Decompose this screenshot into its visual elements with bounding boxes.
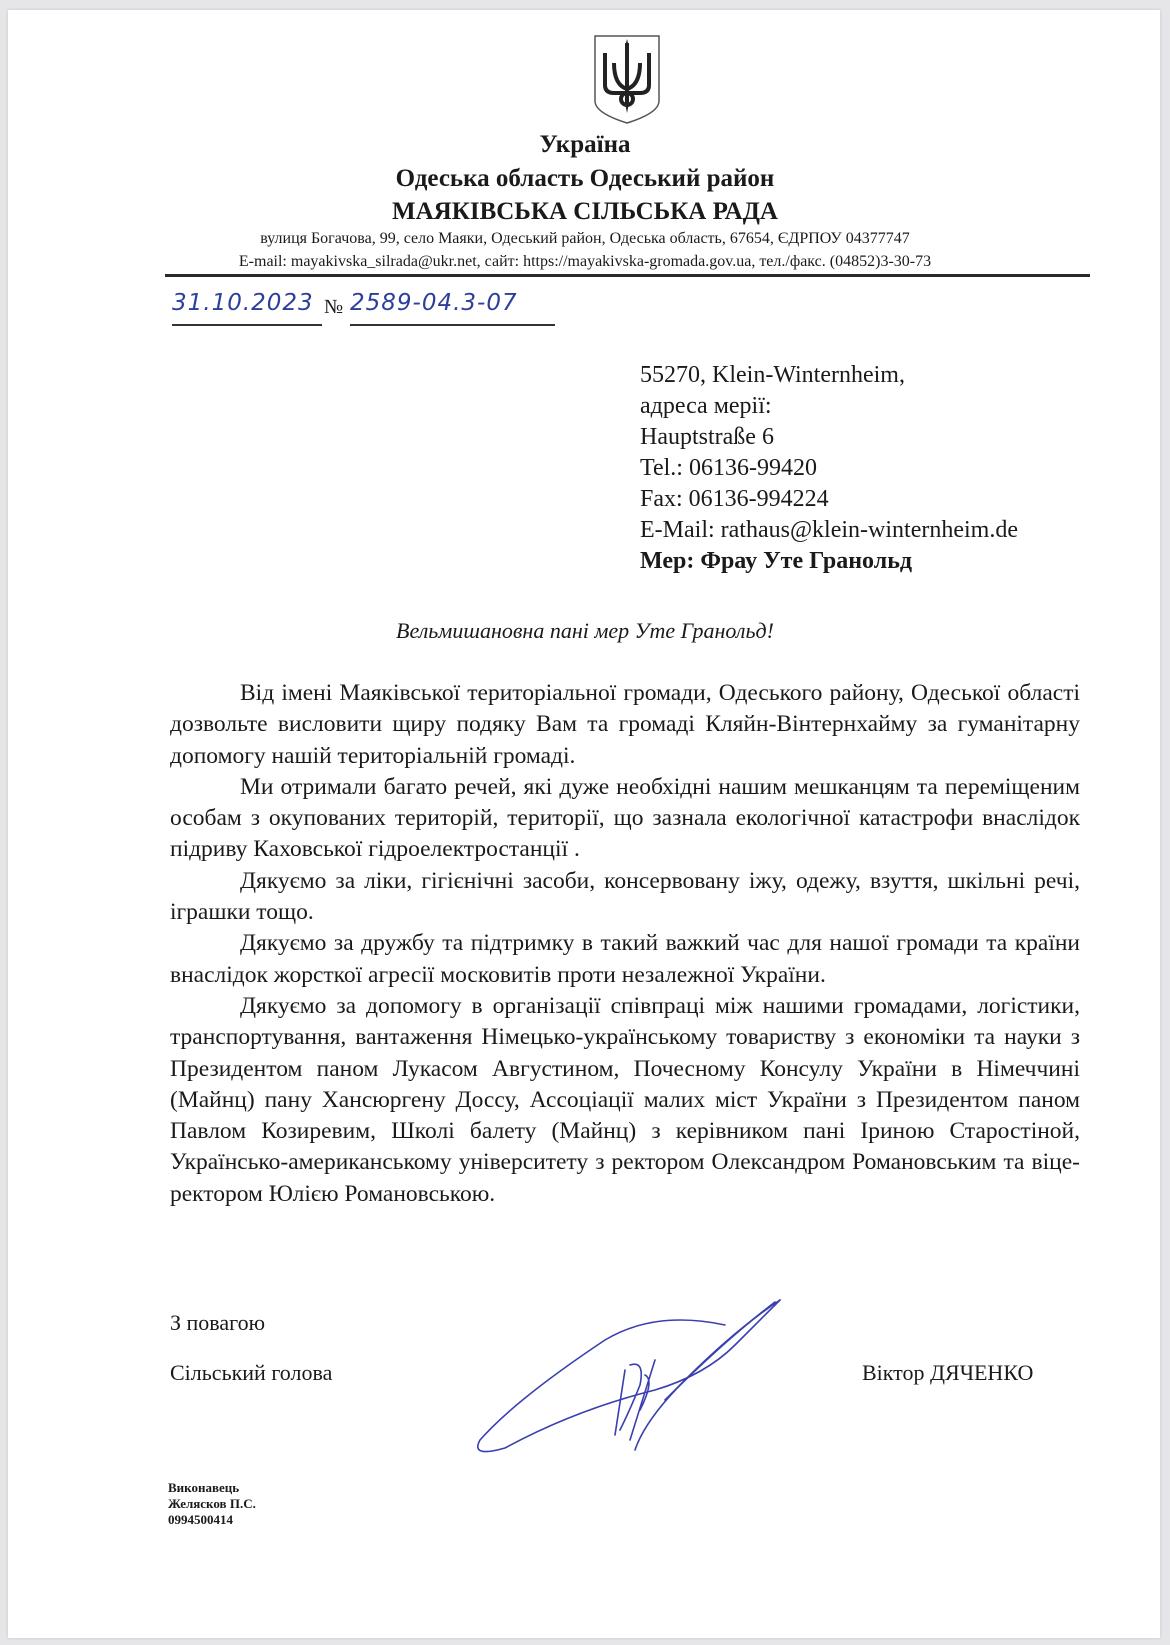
- recipient-line: Fax: 06136-994224: [640, 486, 829, 512]
- council-heading: МАЯКІВСЬКА СІЛЬСЬКА РАДА: [392, 198, 778, 225]
- executor-name: Желясков П.С.: [168, 1496, 256, 1511]
- recipient-mayor: Мер: Фрау Уте Гранольд: [640, 548, 913, 574]
- recipient-block: [640, 360, 1018, 577]
- registration-date: 31.10.2023: [172, 290, 322, 326]
- recipient-line: 55270, Klein-Winternheim,: [640, 362, 905, 388]
- signatory-name: Віктор ДЯЧЕНКО: [862, 1360, 1034, 1385]
- recipient-line: Hauptstraße 6: [640, 424, 774, 450]
- executor-block: [168, 1480, 256, 1528]
- signatory-position: Сільський голова: [170, 1360, 333, 1385]
- executor-label: Виконавець: [168, 1480, 240, 1495]
- body-paragraph: Дякуємо за ліки, гігієнічні засоби, консервовану іжу, одежу, взуття, шкільні речі, іграшки тощо.: [170, 867, 1080, 926]
- body-paragraph: Дякуємо за допомогу в організації співпраці між нашими громадами, логістики, транспортування, вантаження Німецько-українському товариству з економіки та науки з Президентом паном Лукасом Августином, Почесному Консулу України в Німеччині (Майнц) пану Хансюргену Доссу, Ассоціації малих міст України з Президентом паном Павлом Козиревим, Школі балету (Майнц) з керівником пані Іриною Старостіной, Українсько-американському університету з ректором Олександром Романовським та віце-ректором Юлією Романовською.: [170, 992, 1080, 1207]
- trident-coat-of-arms-icon: [592, 33, 662, 126]
- recipient-line: E-Mail: rathaus@klein-winternheim.de: [640, 517, 1018, 543]
- closing-regards: З повагою: [170, 1310, 266, 1335]
- council-address: вулиця Богачова, 99, село Маяки, Одеський район, Одеська область, 67654, ЄДРПОУ 04377747: [260, 230, 910, 247]
- body-paragraph: Дякуємо за дружбу та підтримку в такий важкий час для нашої громади та країни внаслідок жорсткої агресії московитів проти незалежної України.: [170, 930, 1080, 988]
- registration-number: 2589-04.3-07: [350, 290, 555, 326]
- executor-phone: 0994500414: [168, 1512, 233, 1527]
- registration-number-label: №: [324, 296, 344, 318]
- recipient-line: адреса мерії:: [640, 393, 772, 419]
- body-paragraph: Ми отримали багато речей, які дуже необхідні нашим мешканцям та переміщеним особам з окупованих територій, території, що зазнала екологічної катастрофи внаслідок підриву Каховської гідроелектростанції .: [170, 773, 1080, 863]
- region-heading: Одеська область Одеський район: [395, 165, 775, 192]
- letter-body: [170, 678, 1080, 1210]
- council-contacts: E-mail: mayakivska_silrada@ukr.net, сайт: https://mayakivska-gromada.gov.ua, тел./факс. (04852)3-30-73: [238, 253, 932, 270]
- country-heading: Україна: [539, 131, 631, 158]
- salutation: Вельмишановна пані мер Уте Гранольд!: [396, 618, 774, 643]
- body-paragraph: Від імені Маяківської територіальної громади, Одеського району, Одеської області дозвольте висловити щиру подяку Вам та громаді Кляйн-Вінтернхайму за гуманітарну допомогу нашій територіальній громаді.: [170, 680, 1080, 769]
- header-divider: [165, 274, 1090, 277]
- handwritten-signature: [455, 1290, 835, 1460]
- recipient-line: Tel.: 06136-99420: [640, 455, 817, 481]
